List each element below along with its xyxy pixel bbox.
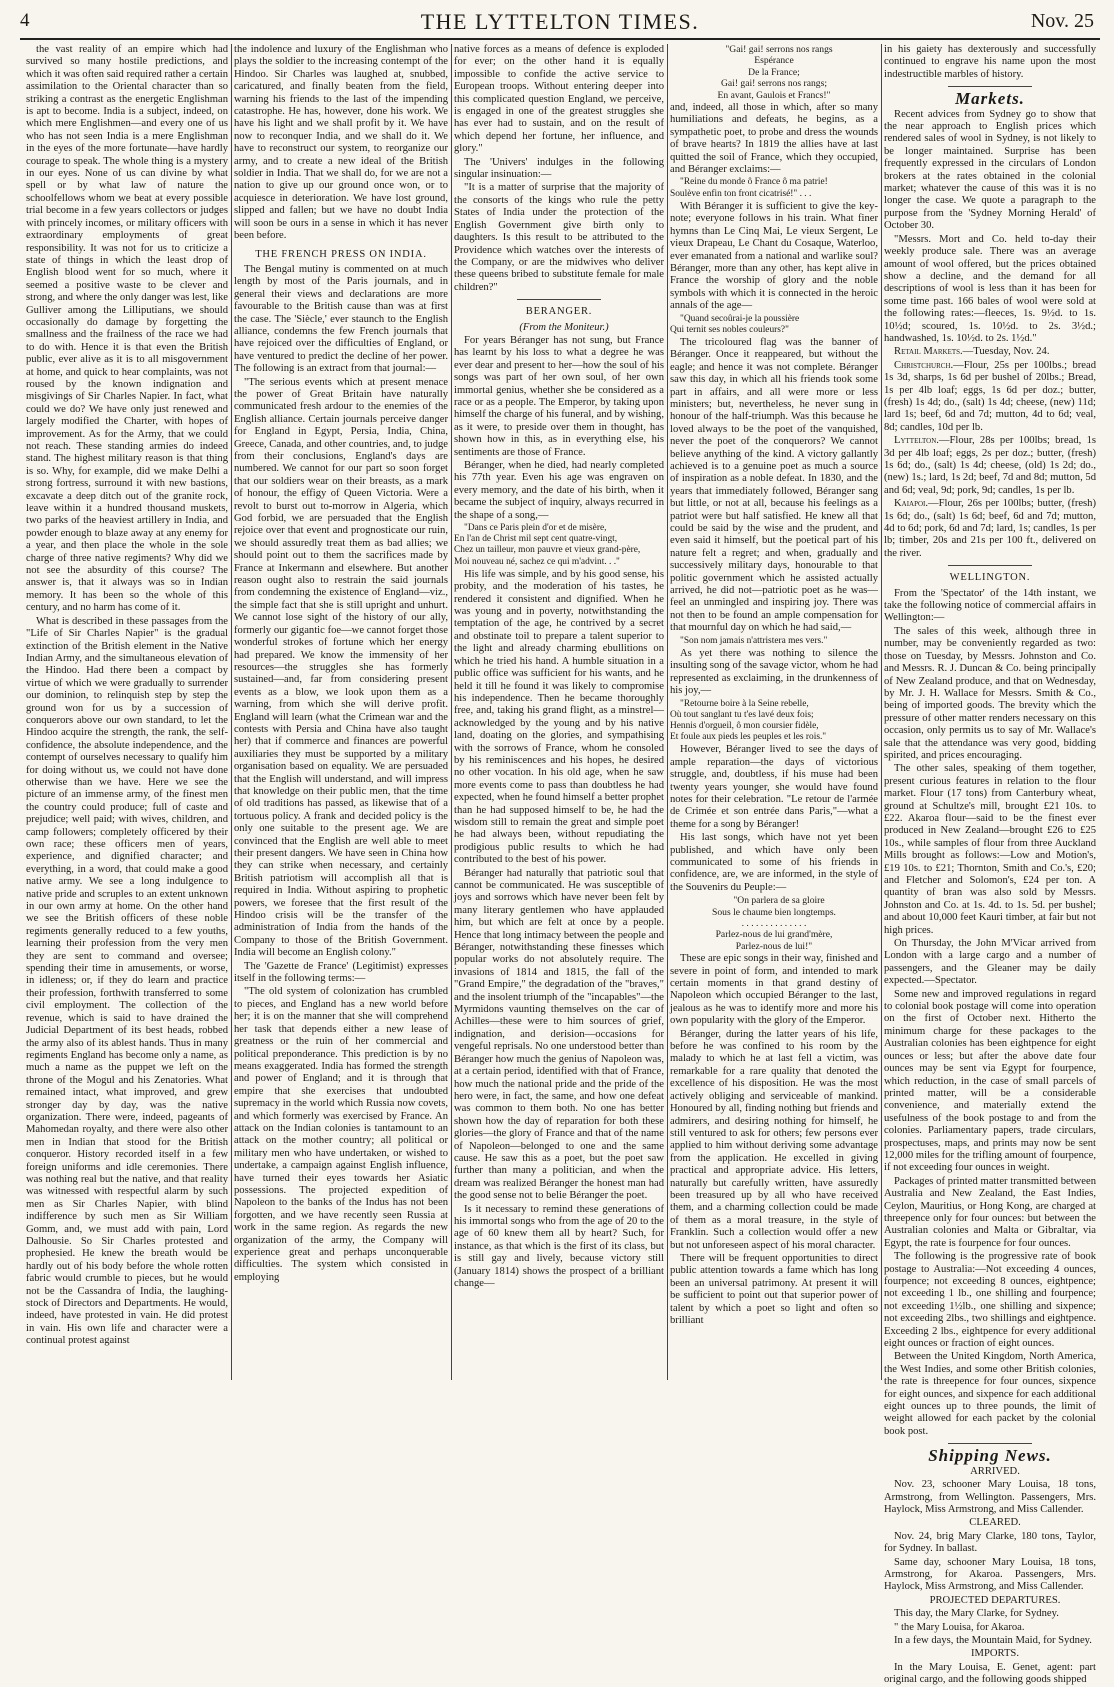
masthead bbox=[20, 6, 1100, 36]
article-paragraph: The 'Gazette de France' (Legitimist) expresses itself in the following terms:— bbox=[234, 960, 448, 985]
article-paragraph: Some new and improved regulations in regard to colonial book postage will come into operation on the first of October next. Hitherto the minimum charge for these packages to the Australian colonies has been eightpence for eight ounces or less; but after the above date four ounces may be sent via Egypt for fourpence, which reduction, in the case of small parcels of printed matter, will be a considerable convenience, and materially extend the usefulness of the book postage to and from the colonies. Parliamentary papers, trade circulars, prospectuses, maps, and prints may now be sent 12,000 miles for the trifling amount of fourpence, if not exceeding four ounces in weight. bbox=[884, 988, 1096, 1174]
wellington-heading: WELLINGTON. bbox=[949, 572, 1031, 584]
beranger-heading: BERANGER. bbox=[525, 306, 593, 318]
article-paragraph: With Béranger it is sufficient to give the key-note; everyone follows in his train. What finer hymns than Le Cinq Mai, Le vieux Sergent, Le vieux Drapeau, Le Chant du Cosaque, Waterloo, ever emanated from a national and warlike soul? Béranger, more than any other, has kept alive in France the worship of glory and the noble symbols with which it is connected in the heroic annals of the age— bbox=[670, 200, 878, 312]
article-paragraph: and, indeed, all those in which, after so many humiliations and defeats, he begins, as a sympathetic poet, to probe and dress the wounds of brave hearts? In 1819 the allies have at last quitted the soil of France, which they occupied, and Béranger exclaims:— bbox=[670, 102, 878, 176]
section-rule bbox=[517, 299, 601, 300]
article-paragraph: The tricoloured flag was the banner of Béranger. Once it reappeared, but without the eagle; and hence it was not complete. Béranger saw this day, in which all his friends took some part in affairs, and all were more or less ministers; but, nevertheless, he never sung in honour of the half-triumph. Was this because he loved always to be the poet of the vanquished, never the poet of the conquerors? We cannot believe anything of the kind. A victory gallantly achieved is to a genuine poet as much a source of inspiration as a noble defeat. In 1830, and the years that immediately followed, Béranger sang but little, or not at all, because his feelings as a patriot were but half satisfied. He knew all that could be said by the wise and the prudent, and even said it himself, but the poetical part of his nature felt a regret; and when, gradually and successively military days, honourable to that politic government which he assisted actually arrived, he did not—patriotic poet as he was—feel an unmingled and inspiring joy. There was not then to be found an ample compensation for that mournful day on which he had said,— bbox=[670, 336, 878, 634]
article-paragraph: These are epic songs in their way, finished and severe in point of form, and intended to mark certain moments in that grand destiny of Napoleon which occupied Béranger to the last, jealous as he was to identify more and more his own popularity with the glory of the Emperor. bbox=[670, 953, 878, 1027]
kaiapoi-prices bbox=[884, 498, 1096, 560]
article-paragraph: The 'Univers' indulges in the following singular insinuation:— bbox=[454, 156, 664, 181]
cleared-heading: CLEARED. bbox=[969, 1517, 1021, 1529]
article-paragraph: What is described in these passages from the "Life of Sir Charles Napier" is the gradual extinction of the British element in the Native Indian Army, and the simultaneous elevation of the Hindoo. Had there been a compact by virtue of which we were gradually to surrender our dominion, to relinquish step by step the ground won for us by a succession of conquerors above our own standard, to let the Hindoo acquire the strength, the rank, the self-confidence, the absolute independence, and the contempt of ourselves necessary to qualify him for doing without us, we could not have done otherwise than we have. Here we see the picture of an immense army, of the finest men the country could produce; full of caste and prejudice; well paid; with wives, children, and camp followers; completely officered by their own race; these officers men of years, experience, and dignified character; and everything, in a word, that could make a good native army. We see a long indulgence to native pride and scruples to an extent unknown in our own army at home. On the other hand we see the British officers of these noble regiments generally reduced to a few youths, learning their profession from the very men they are sent to command and oversee; spending their time in amusements, or worse, in idleness; or, if they do learn and practice their profession, forthwith transferred to some civil employment. The collection of the revenue, which is said to have drained the Judicial Department of its best heads, robbed the army also of its ablest hands. Thus in many regiments England has become only a name, as much a name as the puppet we left on the throne of the Mogul and his Zenatories. What remained intact, what improved, and grew stronger day by day, was the native organization. There were, indeed, pageants of Mahomedan royalty, and there were also other men in Indian that stood for the British conqueror. History recorded itself in a few foreign uniforms and idle ceremonies. There was nothing real but the native, and that reality was witnessed with respectful alarm by such men as Sir Charles Napier, with blind indifference by such men as Sir William Gomm, and, we must add with pain, Lord Dalhousie. So Sir Charles protested and prophesied. He knew the breath would be hardly out of his body before the whole rotten fabric would crumble to pieces, but he would not be the Cassandra of India, the laughing-stock of Directors and Departments. He would, indeed, have protested in vain. He did protest in vain. His own life and character were a continual protest against bbox=[26, 615, 228, 1347]
article-paragraph: Same day, schooner Mary Louisa, 18 tons, Armstrong, for Akaroa. Passengers, Mrs. Haylock, Miss Armstrong, and Miss Callender. bbox=[884, 1556, 1096, 1593]
lyttelton-label: Lyttelton. bbox=[894, 435, 939, 447]
christchurch-prices bbox=[884, 360, 1096, 434]
retail-markets-paragraph bbox=[884, 346, 1096, 358]
article-paragraph: in his gaiety has dexterously and successfully continued to engrave his name upon the most indestructible marbles of history. bbox=[884, 44, 1096, 80]
page-number: 4 bbox=[20, 10, 30, 31]
article-paragraph: native forces as a means of defence is exploded for ever; on the other hand it is equally impossible to confide the active service to European troops. Without entering deeper into this complicated question England, we perceive, is engaged in one of the greatest struggles she has ever had to sustain, and on the result of which depend her fortune, her influence, and glory." bbox=[454, 44, 664, 155]
column-1 bbox=[26, 44, 228, 1380]
article-source: (From the Moniteur.) bbox=[519, 321, 609, 333]
column-divider bbox=[667, 44, 668, 1380]
arrived-heading: ARRIVED. bbox=[970, 1465, 1020, 1477]
masthead-rule bbox=[20, 38, 1100, 40]
article-paragraph: His last songs, which have not yet been published, and which have only been communicated to some of his friends in confidence, are, we are informed, in the style of the Souvenirs du Peuple:— bbox=[670, 832, 878, 893]
article-paragraph: For years Béranger has not sung, but France has learnt by his loss to what a degree he was ever dear and present to her—how the soul of his songs was part of her own soul, of her own immortal genius, whether she be considered as a race or as a people. The Emperor, by taking upon himself the charge of his funeral, and by wishing, as it were, to preside over them in thought, has shown how in this, as in everything else, his sentiments are those of France. bbox=[454, 334, 664, 458]
article-paragraph: Nov. 24, brig Mary Clarke, 180 tons, Taylor, for Sydney. In ballast. bbox=[884, 1530, 1096, 1555]
article-paragraph: The following is the progressive rate of book postage to Australia:—Not exceeding 4 ounces, fourpence; not exceeding 8 ounces, eightpence; not exceeding 1 lb., one shilling and fourpence; not exceeding 1½lb., one shilling and sixpence; not exceeding 2lbs., two shillings and eightpence. Exceeding 2 lbs., eightpence for every additional eight ounces or fraction of eight ounces. bbox=[884, 1251, 1096, 1350]
column-4 bbox=[670, 44, 878, 1380]
section-rule bbox=[948, 86, 1033, 87]
section-rule bbox=[948, 565, 1033, 566]
article-paragraph: Béranger had naturally that patriotic soul that cannot be communicated. He was susceptible of joys and sorrows which have never been felt by many literary gentlemen who have applauded him, but which are felt at once by a people. Hence that long intimacy between the people and Béranger, notwithstanding these finesses which popular works do not absolutely require. The invasions of 1814 and 1815, the fall of the "Grand Empire," the degradation of the "braves," and the insolent triumph of the "incapables"—the Myrmidons vaunting themselves on the car of Achilles—these were to him sources of grief, indignation, and derision—occasions for vengeful reprisals. No one understood better than Béranger how much the genius of Napoleon was, at a certain period, identified with that of France, how much the national pride and the pride of the hero were, in fact, the same, and how one defeat was common to them both. No one has better shown how the day of reparation for both these glories—the glory of France and that of the name of Napoleon—belonged to one and the same cause. He saw this as a poet, but the poet saw further than many a politician, and when the dream was realized Béranger the honest man had the good sense not to belie Béranger the poet. bbox=[454, 867, 664, 1202]
article-paragraph: The Bengal mutiny is commented on at much length by most of the Paris journals, and in general their views and declarations are more favourable to the British cause than was at first the case. The 'Siècle,' ever staunch to the English alliance, condemns the few French journals that have rejoiced over the difficulties of England, or have ventured to predict the decline of her power. The following is an extract from that journal:— bbox=[234, 263, 448, 375]
article-paragraph: There will be frequent opportunities to direct public attention towards a fame which has long been an universal patrimony. At present it will be sufficient to point out that superior power of talent by which a poet so light and often so brilliant bbox=[670, 1252, 878, 1327]
article-paragraph: As yet there was nothing to silence the insulting song of the savage victor, whom he had represented as exclaiming, in the drunkenness of his joy,— bbox=[670, 647, 878, 697]
article-paragraph: The other sales, speaking of them together, present curious features in relation to the flour market. Flour (17 tons) from Canterbury wheat, ground at Schultze's mill, brought £21 10s. to £22. Akaroa flour—said to be the finest ever produced in New Zealand—brought £26 to £25 10s., while samples of flour from three Auckland Mills brought as follows:—Low and Motion's, £19 10s. to £21; Thornton, Smith and Co.'s, £20; and Fletcher and Solomon's, £24 per ton. A quantity of bran was also sold by Messrs. Johnston and Co. at 1s. 4d. to 1s. 5d. per bushel; and about 10,000 feet Kauri timber, at fair but not high prices. bbox=[884, 763, 1096, 936]
kaiapoi-label: Kaiapoi. bbox=[894, 498, 929, 510]
verse-quote: "Quand secoûrai-je la poussière Qui ternit ses nobles couleurs?" bbox=[670, 313, 800, 335]
article-paragraph: "It is a matter of surprise that the majority of the consorts of the kings who rule the petty States of India under the protection of the English Government give birth only to daughters. Is this result to be attributed to the Providence which watches over the interests of the Company, or are the midwives who deliver these queens bribed to substitute female for male children?" bbox=[454, 182, 664, 293]
verse-quote: "On parlera de sa gloire Sous le chaume bien longtemps. . . . . . . . . . . . . . . Parlez-nous de lui grand'mère, Parlez-nous de lui!" bbox=[712, 895, 836, 952]
issue-date: Nov. 25 bbox=[1030, 10, 1094, 32]
article-paragraph: The sales of this week, although three in number, may be conveniently regarded as two: those on Tuesday, by Messrs. Johnston and Co. and Messrs. R. J. Duncan & Co. being principally of New Zealand produce, and that on Wednesday, by Mr. J. H. Wallace for Messrs. Smith & Co., being of imported goods. The brevity which the pressure of other matter renders necessary on this occasion, only permits us to say of Mr. Wallace's sale that the attendance was very good, bidding spirited, and prices encouraging. bbox=[884, 625, 1096, 761]
verse-quote: "Gai! gai! serrons nos rangs Espérance De la France; Gai! gai! serrons nos rangs; En avant, Gaulois et Francs!" bbox=[717, 44, 833, 101]
retail-markets-date: —Tuesday, Nov. 24. bbox=[962, 346, 1050, 358]
article-paragraph: Is it necessary to remind these generations of his immortal songs who from the age of 20 to the age of 60 knew them all by heart? Such, for instance, as that which is the first of its class, but is still gay and lively, because victory still (January 1814) shows the prospect of a brilliant change— bbox=[454, 1203, 664, 1289]
article-paragraph: Recent advices from Sydney go to show that the near approach to English prices which rendered sales of wool in Sydney, is not likely to be longer maintained. Surprise has been frequently expressed in the circulars of London brokers at the rates obtained in the colonial market; whatever the cause of this was it is no longer the case. We quote a paragraph to the purpose from the 'Sydney Morning Herald' of October 30. bbox=[884, 108, 1096, 232]
article-paragraph: "Messrs. Mort and Co. held to-day their weekly produce sale. There was an average amount of wool offered, but the prices obtained show a decline, and the demand for all descriptions of wool is less than it has been for some time past. 166 bales of wool were sold at the following rates:—fleeces, 1s. 9½d. to 1s. 10½d; scoured, 1s. 10½d. to 2s. 3½d.; handwashed, 1s. 10½d. to 2s. 1½d." bbox=[884, 233, 1096, 344]
article-paragraph: From the 'Spectator' of the 14th instant, we take the following notice of commercial affairs in Wellington:— bbox=[884, 587, 1096, 624]
column-divider bbox=[881, 44, 882, 1380]
lyttelton-prices bbox=[884, 435, 1096, 497]
newspaper-title: THE LYTTELTON TIMES. bbox=[420, 9, 700, 34]
article-paragraph: Packages of printed matter transmitted between Australia and New Zealand, the East Indies, Ceylon, Mauritius, or Hong Kong, are charged at threepence only for four ounces: but between the Australian colonies and Malta or Gibraltar, via Egypt, the rate is fourpence for four ounces. bbox=[884, 1175, 1096, 1249]
article-paragraph: His life was simple, and by his good sense, his probity, and the moderation of his tastes, he rendered it consistent and dignified. When he was young and in poverty, notwithstanding the temptation of the age, he contrived by a secret and obstinate toil to prepare a talent superior to the light and already charming ebullitions on which he tried his hand. A humble situation in a public office was sufficient for his wants, and he held it till he found it was likely to compromise his independence. Then he became thoroughly free, and, taking his grand flight, as a minstrel—acknowledged by the young and by his native land, doating on the glories, and sympathising with the sorrows of France, whom he consoled by his reminiscences and his hopes, he desired no other vocation. In his old age, when he saw more events come to pass than doubtless he had expected, when he found himself a better prophet than he had supposed himself to be, he had the wisdom still to remain the great and simple poet he had always been, without repudiating the prodigious public results to which he had contributed to the best of his power. bbox=[454, 568, 664, 866]
verse-quote: "Reine du monde ô France ô ma patrie! Soulève enfin ton front cicatrisé!" . . . bbox=[670, 177, 828, 199]
article-paragraph: In the Mary Louisa, E. Genet, agent: part original cargo, and the following goods shipped bbox=[884, 1661, 1096, 1686]
article-paragraph: the vast reality of an empire which had survived so many hostile predictions, and which it was often said required rather a certain assimilation to the Oriental character than so striking a contrast as the energetic Englishman is apt to become. India is a subject, indeed, on which mere Englishmen—and every one of us who has not seen India is a mere Englishman in the eyes of the more fortunate—have hardly courage to speak. The whole thing is a mystery in our eyes. None of us can divine by what spell or by what law of nature the schoolfellows whom we beat at every possible trial become in a few years collectors or judges with princely incomes, or military officers with extraordinary employments of great responsibility. It was not for us to criticize a state of things in which the least drop of English blood went for so much, where it seemed a positive waste to be clever and strong, and where the only danger was lest, like Gulliver among the Lilliputians, we should occasionally do damage by forgetting the smallness and the frailness of the race we had to do with. Hence it is that even the British public, ever alive as it is to all misgovernment at home, and quick to hear complaints, was not roused by the known indignation and misgivings of Sir Charles Napier. In fact, what could we do? We have only just renewed and largely modified the Charter, with hopes of improvement. As for the Army, that we could not reach. These standing armies do indeed stand. The highest military reason is that thing is so. Why, for example, did we make Delhi a strong fortress, surround it with new bastions, excavate a deep ditch out of the granite rock, leave within it a hundred thousand muskets, two parks of the heaviest artillery in India, and powder enough to blaze away at any enemy for a year, and then place the whole in the sole charge of three native regiments? Why did we not see the absurdity of this course? The answer is, that it always was so in Indian memory. It has been so the whole of this century, and no harm has come of it. bbox=[26, 44, 228, 614]
article-paragraph: However, Béranger lived to see the days of ample reparation—the days of victorious struggle, and, doubtless, if his muse had been twenty years younger, she would have found notes for their celebration. "Le retour de l'armée de Crimée et son entrée dans Paris,"—what a theme for a song by Béranger! bbox=[670, 744, 878, 830]
section-rule bbox=[948, 1443, 1033, 1444]
verse-quote: "Dans ce Paris plein d'or et de misère, En l'an de Christ mil sept cent quatre-vingt, Chez un tailleur, mon pauvre et vieux grand-père, Moi nouveau né, sachez ce qui m'advint. . ." bbox=[454, 523, 641, 567]
imports-heading: IMPORTS. bbox=[971, 1648, 1019, 1660]
verse-quote: "Retourne boire à la Seine rebelle, Où tout sanglant tu t'es lavé deux fois; Hennis d'orgueil, ô mon coursier fidèle, Et foule aux pieds les peuples et les rois." bbox=[670, 698, 827, 743]
column-2 bbox=[234, 44, 448, 1380]
kaiapoi-text: —Flour, 26s per 100lbs; butter, (fresh) 1s 6d; do., (salt) 1s 6d; beef, 6d and 7d; mutton, 4d to 6d; pork, 6d and 7d; lard, 1s; candles, 1s per lb; timber, 20s and 21s per 100 ft., delivered on the river. bbox=[884, 498, 1096, 559]
article-paragraph: "The old system of colonization has crumbled to pieces, and England has a new world before her; it is on the manner that she will comprehend her task that depends either a new lease of greatness or the ruin of her commercial and political preponderance. This prediction is by no means exaggerated. India has formed the strength and power of England; and it is through that empire that she exercises that undoubted supremacy in the world which Russia now covets, and which formerly was exercised by France. An attack on the Indian colonies is tantamount to an attack on the mother country; all political or military men who have undertaken, or wished to undertake, a campaign against English influence, have turned their eyes towards her Asiatic possessions. The projected expedition of Napoleon to the banks of the Indus has not been forgotten, and we have recently seen Russia at work in the same region. As regards the new organization of the army, the Company will experience great and perhaps unconquerable difficulties. The system which consisted in employing bbox=[234, 986, 448, 1283]
column-5 bbox=[884, 44, 1096, 1686]
column-divider bbox=[451, 44, 452, 1380]
article-paragraph: the indolence and luxury of the Englishman who plays the soldier to the increasing contempt of the Hindoo. Sir Charles was laughed at, snubbed, caricatured, and finally beaten from the field, warning his friends to the last of the impending catastrophe. He has, however, done his work. We have his light and we shall profit by it. We have now to reconquer India, and we shall do it. We have to reconstruct our system, to reorganize our army, and to create a new ideal of the British soldier in India. That we shall do, for we are not a nation to give up our ground once won, or to acquiesce in deterioration. We have lost ground, slipped and fallen; but we have no doubt India will soon be ours in a sense in which it has never been before. bbox=[234, 44, 448, 242]
article-paragraph: " the Mary Louisa, for Akaroa. bbox=[894, 1621, 1025, 1633]
article-paragraph: On Thursday, the John M'Vicar arrived from London with a large cargo and a number of passengers, and the Gleaner may be daily expected.—Spectator. bbox=[884, 938, 1096, 987]
article-paragraph: Béranger, during the latter years of his life, before he was confined to his room by the malady to which he at last fell a victim, was remarkable for a rare quality that denoted the excellence of his disposition. He was the most actively obliging and serviceable of mankind. Honoured by all, finding nothing but friends and admirers, and desiring nothing for himself, he still ventured to ask for others; few persons ever applied to him without deriving some advantage from the application. He excelled in giving practical and appropriate advice. His letters, naturally but carefully written, have assuredly been treasured up by all who have received them, and a charming collection could be made of them as a moral treasure, in the style of Franklin. Such a collection would offer a new but not unforeseen aspect of his moral character. bbox=[670, 1028, 878, 1251]
article-paragraph: Béranger, when he died, had nearly completed his 77th year. Even his age was engraven on every memory, and the date of his birth, when it became the subject of inquiry, always recurred in the shape of a song,— bbox=[454, 460, 664, 521]
article-paragraph: Nov. 23, schooner Mary Louisa, 18 tons, Armstrong, from Wellington. Passengers, Mrs. Haylock, Miss Armstrong, and Miss Callender. bbox=[884, 1479, 1096, 1515]
article-paragraph: "The serious events which at present menace the power of Great Britain have naturally communicated fresh ardour to the enemies of the English alliance. Certain journals perceive danger for England in Egypt, Persia, India, China, Greece, Canada, and other countries, and, to judge from their conclusions, England's days are numbered. We cannot for our part so soon forget that our soldiers wear on their breasts, as a mark of honour, the effigy of Queen Victoria. Were a revolt to burst out to-morrow in Algeria, which God forbid, we are persuaded that the English rejoice over that event and prognosticate our ruin, we should assuredly treat them as bad allies; we should point out to them the sacrifices made by France at Inkermann and elsewhere. But another reason ought also to restrain the said journals from condemning the existence of England—viz., the simple fact that she is still upright and unhurt. We cannot lose sight of the history of our ally, formerly our gigantic foe—we cannot forget those wonderful strokes of fortune which her energy had prepared. We know the immensity of her resources—the struggles she has formerly sustained—and, far from considering present events as a blow, we look upon them as a warning, from which she will derive profit. England will learn (what the Crimean war and the contests with Persia and China have also taught her) that if commerce and finances are powerful auxiliaries they must be supported by a military organisation based on equality. We are persuaded that the English will understand, and will impress that knowledge on their public men, that the time of old traditions has passed, as likewise that of a tortuous policy. A frank and decided policy is the only one suitable to the present age. We are convinced that the English are well able to meet their present dangers. We have seen in China how they can strike when necessary, and certainly British patriotism will accomplish all that is required in India. Without aspiring to prophetic powers, we foresee that the first result of the Hindoo crisis will be the transfer of the administration of India from the hands of the Company to those of the British Government. India will become an English colony." bbox=[234, 376, 448, 959]
retail-markets-label: Retail Markets. bbox=[894, 346, 963, 358]
article-paragraph: Between the United Kingdom, North America, the West Indies, and some other British colonies, the rate is threepence for four ounces, sixpence for eight ounces, and sixpence for each additional eight ounces up to three pounds, the limit of weight allowed for each packet by the colonial book post. bbox=[884, 1351, 1096, 1437]
markets-heading: Markets. bbox=[955, 89, 1025, 109]
christchurch-label: Christchurch. bbox=[894, 359, 954, 371]
lyttelton-text: —Flour, 28s per 100lbs; bread, 1s 3d per 4lb loaf; eggs, 2s per doz.; butter, (fresh) 1s 6d; do., (salt) 1s 4d; cheese, (old) 1s 2d; do., (new) 1s.; lard, 1s 2d; beef, 7d and 8d; mutton, 5d and 6d; veal, 9d; pork, 9d; candles, 1s per lb. bbox=[884, 435, 1096, 496]
christchurch-text: —Flour, 25s per 100lbs.; bread 1s 3d, sharps, 1s 6d per bushel of 20lbs.; Bread, 1s per 4lb loaf; eggs, 1s 6d per doz.; butter, (fresh) 1s 4d; do., (salt) 1s 4d; cheese, (new) 11d; lard 1s; beef, 6d and 7d; mutton, 4d to 6d; veal, 8d; candles, 10d per lb. bbox=[884, 359, 1096, 433]
verse-quote: "Son nom jamais n'attristera mes vers." bbox=[680, 635, 828, 646]
projected-departures-heading: PROJECTED DEPARTURES. bbox=[929, 1594, 1061, 1606]
column-3 bbox=[454, 44, 664, 1380]
article-paragraph: This day, the Mary Clarke, for Sydney. bbox=[894, 1608, 1059, 1620]
shipping-news-heading: Shipping News. bbox=[928, 1446, 1052, 1466]
article-paragraph: In a few days, the Mountain Maid, for Sydney. bbox=[894, 1634, 1092, 1646]
french-press-heading: THE FRENCH PRESS ON INDIA. bbox=[255, 248, 427, 260]
column-divider bbox=[231, 44, 232, 1380]
